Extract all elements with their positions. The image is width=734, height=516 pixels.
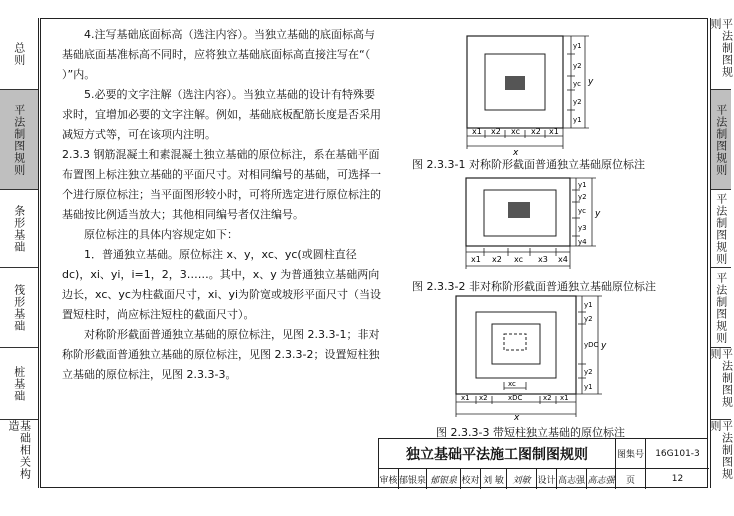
left-tab-strip-foundation[interactable] — [0, 190, 38, 268]
fig1-dim-y: y — [588, 77, 594, 87]
left-tab-related-details[interactable] — [0, 420, 38, 488]
right-tab-label: 平法制图规则 — [714, 192, 728, 265]
fig1-dim-yc: yc — [573, 80, 581, 88]
right-tab-label: 平法制图规则 — [714, 103, 728, 176]
fig1-dim-x1b: x1 — [549, 127, 559, 136]
fig3-dim-x2: x2 — [479, 394, 488, 402]
fig3-dim-xc: xc — [508, 380, 516, 388]
right-tab-label: 平法制图规则 — [709, 420, 734, 480]
checker-name: 刘 敏 — [481, 469, 507, 489]
left-tab-raft-foundation[interactable] — [0, 268, 38, 348]
right-section-tabs — [709, 18, 734, 488]
left-tab-label: 基础相关构造 — [7, 420, 32, 480]
left-tab-label: 筏形基础 — [12, 283, 26, 332]
paragraph-rules-intro: 原位标注的具体内容规定如下： — [84, 228, 238, 241]
fig2-dim-x4: x4 — [558, 255, 568, 264]
body-text — [62, 25, 382, 385]
left-tab-pile-foundation[interactable] — [0, 348, 38, 420]
right-tab-active[interactable] — [711, 90, 731, 190]
fig2-dim-y3: y3 — [578, 224, 587, 232]
figure-2-caption: 图 2.3.3-2 非对称阶形截面普通独立基础原位标注 — [412, 280, 656, 293]
fig3-dim-x1b: x1 — [560, 394, 569, 402]
fig2-dim-y2: y2 — [578, 193, 587, 201]
fig3-dim-y2: y2 — [584, 315, 593, 323]
fig2-dim-y4: y4 — [578, 238, 587, 246]
review-label: 审核 — [379, 469, 399, 489]
checker-signature: 刘敏 — [507, 469, 537, 489]
fig1-dim-y2: y2 — [573, 62, 582, 70]
fig3-dim-y1: y1 — [584, 301, 593, 309]
fig2-dim-xc: xc — [514, 255, 523, 264]
page-label: 页 — [616, 469, 646, 489]
right-tab-label: 平法制图规则 — [714, 271, 728, 344]
fig3-dim-x: x — [514, 413, 520, 423]
fig3-dim-ydc: yDC — [584, 341, 599, 349]
atlas-number: 16G101-3 — [646, 439, 709, 469]
check-label: 校对 — [461, 469, 481, 489]
fig2-dim-y1: y1 — [578, 181, 587, 189]
designer-name: 高志强 — [557, 469, 587, 489]
fig3-dim-x2b: x2 — [543, 394, 552, 402]
fig1-dim-y2b: y2 — [573, 98, 582, 106]
fig1-dim-x2: x2 — [491, 127, 501, 136]
figure-symmetric-step-foundation — [445, 24, 615, 156]
fig3-dim-y: y — [601, 341, 607, 351]
paragraph-text-notes: 5.必要的文字注解（选注内容）。当独立基础的设计有特殊要求时，宜增加必要的文字注解。例如，基础底板配筋长度是否采用减短方式等，可在该项内注明。 — [62, 88, 381, 141]
page-number: 12 — [671, 474, 684, 484]
atlas-label: 图集号 — [616, 439, 646, 469]
fig3-dim-y2b: y2 — [584, 368, 593, 376]
paragraph-section-2-3-3: 2.3.3 钢筋混凝土和素混凝土独立基础的原位标注，系在基础平面布置图上标注独立基础的平面尺寸。对相同编号的基础，可选择一个进行原位标注；当平面图形较小时，可将所选定进行原位标注的基础按比例适当放大；其他相同编号者仅注编号。 — [62, 148, 381, 221]
fig2-dim-x2: x2 — [492, 255, 502, 264]
left-tab-label: 平法制图规则 — [12, 103, 26, 176]
left-section-tabs — [0, 18, 39, 488]
right-tab[interactable] — [711, 190, 731, 268]
fig2-dim-x1: x1 — [471, 255, 481, 264]
right-tab[interactable] — [709, 420, 734, 488]
designer-signature: 高志强 — [587, 469, 616, 489]
figure-3-caption: 图 2.3.3-3 带短柱独立基础的原位标注 — [436, 426, 625, 439]
drawing-title: 独立基础平法施工图制图规则 — [379, 439, 616, 469]
paragraph-figure-references: 对称阶形截面普通独立基础的原位标注，见图 2.3.3-1；非对称阶形截面普通独立基础的原位标注，见图 2.3.3-2；设置短柱独立基础的原位标注，见图 2.3.3-3。 — [62, 328, 380, 381]
right-tab-label: 平法制图规则 — [709, 348, 734, 408]
reviewer-name: 郁银泉 — [399, 469, 427, 489]
fig1-dim-x: x — [513, 148, 519, 158]
fig2-dim-yc: yc — [578, 207, 586, 215]
fig2-dim-y: y — [595, 209, 601, 219]
fig1-dim-x1: x1 — [472, 127, 482, 136]
figure-1-caption: 图 2.3.3-1 对称阶形截面普通独立基础原位标注 — [412, 158, 645, 171]
reviewer-signature: 郁银泉 — [427, 469, 461, 489]
right-tab[interactable] — [711, 268, 731, 348]
figure-asymmetric-step-foundation — [452, 174, 612, 274]
fig1-dim-xc: xc — [511, 127, 520, 136]
left-tab-rules-active[interactable] — [0, 90, 38, 190]
fig3-dim-xdc: xDC — [508, 394, 523, 402]
fig1-dim-x2b: x2 — [531, 127, 541, 136]
fig3-dim-y1b: y1 — [584, 383, 593, 391]
paragraph-base-elevation: 4.注写基础底面标高（选注内容）。当独立基础的底面标高与基础底面基准标高不同时，应将独立基础底面标高直接注写在“（ ）”内。 — [62, 28, 375, 81]
left-tab-label: 条形基础 — [12, 204, 26, 253]
fig1-dim-y1: y1 — [573, 42, 582, 50]
left-tab-label: 总则 — [12, 41, 26, 66]
figure-short-column-foundation — [446, 292, 616, 423]
fig1-dim-y1b: y1 — [573, 116, 582, 124]
right-tab-label: 平法制图规则 — [709, 18, 734, 78]
fig2-dim-x3: x3 — [538, 255, 548, 264]
left-tab-label: 桩基础 — [12, 365, 26, 402]
design-label: 设计 — [537, 469, 557, 489]
fig3-dim-x1: x1 — [461, 394, 470, 402]
left-tab-general[interactable] — [0, 18, 38, 90]
right-tab[interactable] — [709, 348, 734, 420]
paragraph-ordinary-foundation: 1．普通独立基础。原位标注 x、y，xc、yc(或圆柱直径dc)，xi、yi，i=1，2，3……。其中，x、y 为普通独立基础两向边长，xc、yc为柱截面尺寸，xi、yi为阶宽或坡形平面尺寸（当设置短柱时，尚应标注短柱的截面尺寸）。 — [62, 248, 382, 321]
right-tab[interactable] — [709, 18, 734, 90]
title-block — [378, 438, 708, 488]
